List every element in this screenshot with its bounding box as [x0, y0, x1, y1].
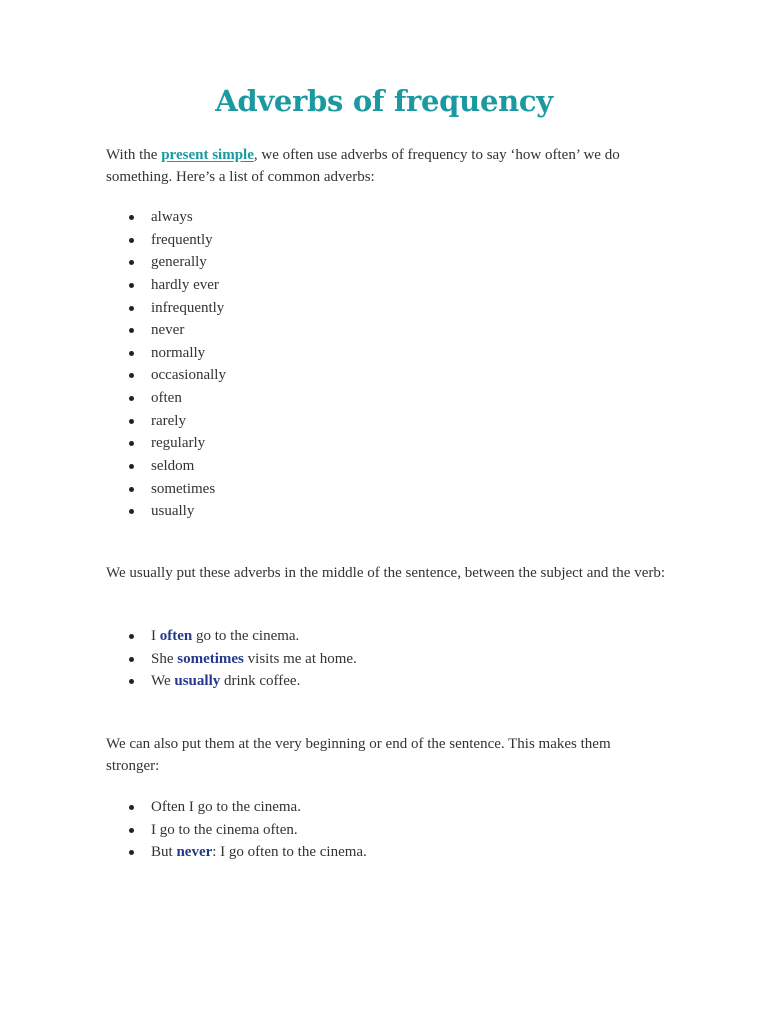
list-item: regularly [106, 432, 226, 455]
list-item: never [106, 319, 226, 342]
list-item: occasionally [106, 364, 226, 387]
example-sentence: I go to the cinema often. [106, 819, 367, 842]
adverb-highlight: never [176, 844, 213, 861]
example-sentence: But never: I go often to the cinema. [106, 841, 367, 864]
list-item: sometimes [106, 478, 226, 501]
list-item: frequently [106, 229, 226, 252]
edge-position-examples [106, 796, 367, 864]
adverb-highlight: often [159, 628, 193, 644]
middle-position-examples [106, 625, 357, 693]
intro-paragraph [106, 144, 666, 188]
example-sentence: We usually drink coffee. [106, 670, 357, 693]
list-item: generally [106, 251, 226, 274]
adverb-highlight: usually [174, 673, 221, 690]
list-item: usually [106, 500, 226, 523]
list-item: always [106, 206, 226, 229]
page-title: Adverbs of frequency [215, 84, 553, 118]
present-simple-link[interactable]: present simple [161, 147, 254, 163]
list-item: infrequently [106, 297, 226, 320]
example-sentence: I often go to the cinema. [106, 625, 357, 648]
list-item: rarely [106, 410, 226, 433]
list-item: hardly ever [106, 274, 226, 297]
middle-position-paragraph: We usually put these adverbs in the middle of the sentence, between the subject and the verb: [106, 565, 666, 581]
intro-text-end: , we often use adverbs of frequency to say ‘how often’ we do something. Here’s a list of common adverbs: [106, 147, 620, 185]
intro-text-start: With the [106, 147, 162, 163]
list-item: seldom [106, 455, 226, 478]
adverb-highlight: sometimes [177, 650, 244, 667]
edge-position-paragraph: We can also put them at the very beginning or end of the sentence. This makes them stronger: [106, 736, 611, 774]
example-sentence: Often I go to the cinema. [106, 796, 367, 819]
list-item: normally [106, 342, 226, 365]
example-sentence: She sometimes visits me at home. [106, 648, 357, 671]
adverb-list [106, 206, 226, 523]
list-item: often [106, 387, 226, 410]
